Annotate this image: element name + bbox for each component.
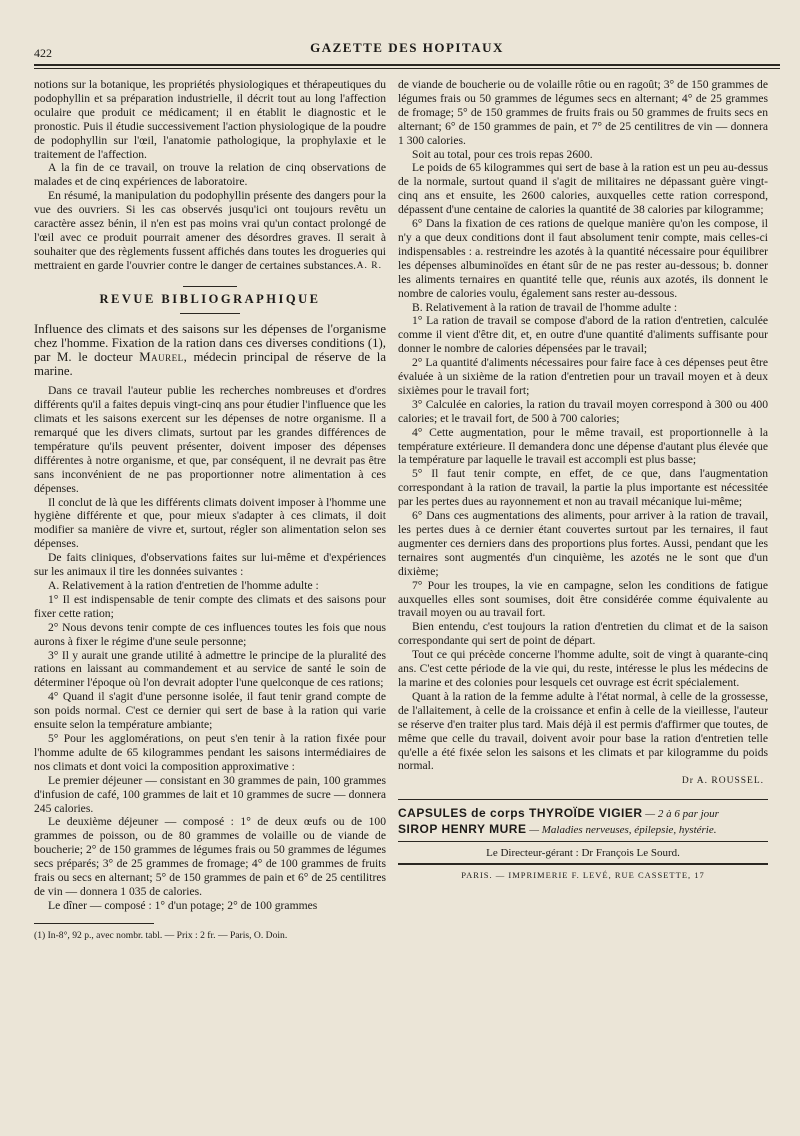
paragraph: En résumé, la manipulation du podophyllin présente des dangers pour la vue des ouvriers. Si les cas observés jusqu'ici ont toujours revêtu un caractère assez bénin, il n'en est pas moins vrai qu'un contact prolongé de l'œil avec ce produit pourrait amener des désordres graves. Il serait à souhaiter que des règlements fussent affichés dans toutes les drogueries qui mettraient en garde l'ouvrier contre le danger de certaines substances. bbox=[34, 189, 386, 272]
paragraph: 3° Calculée en calories, la ration du travail moyen correspond à 300 ou 400 calories; et le travail fort, de 500 à 700 calories; bbox=[398, 397, 768, 425]
paragraph: 1° La ration de travail se compose d'abord de la ration d'entretien, calculée comme il vient d'être dit, et, en outre d'une quantité d'aliments suffisante pour donner le nombre de calories dépensées par le travail; bbox=[398, 314, 768, 356]
paragraph: 2° Nous devons tenir compte de ces influences toutes les fois que nous aurons à fixer le régime d'une seule personne; bbox=[34, 620, 386, 648]
advertisement-block bbox=[398, 799, 768, 883]
paragraph: 4° Quand il s'agit d'une personne isolée, il faut tenir grand compte de son poids normal. C'est ce dernier qui sert de base à la ration qui varie ensuite selon la température ambiante; bbox=[34, 690, 386, 732]
left-column bbox=[34, 78, 386, 943]
advertisement bbox=[398, 806, 768, 822]
paragraph: 6° Dans ces augmentations des aliments, pour arriver à la ration de travail, les pertes dues à ce dernier étant couvertes surtout par les ternaires, il faut augmenter ces derniers dans des proportions plus fortes. Aussi, pendant que les ternaires sont augmentés d'un cinquième, les azotés ne le sont que d'un dixième; bbox=[398, 509, 768, 578]
paragraph: 1° Il est indispensable de tenir compte des climats et des saisons pour fixer cette ration; bbox=[34, 592, 386, 620]
signature: A. R. bbox=[356, 260, 382, 271]
paragraph: A la fin de ce travail, on trouve la relation de cinq observations de malades et de cinq expériences de laboratoire. bbox=[34, 161, 386, 189]
running-title: GAZETTE DES HOPITAUX bbox=[310, 40, 504, 55]
paragraph: de viande de boucherie ou de volaille rôtie ou en ragoût; 3° de 150 grammes de légumes frais ou 50 grammes de légumes secs en alternant; 4° de 25 grammes de fromage; 5° de 150 grammes de fruits frais ou 50 grammes de fruits secs en alternant; 6° de 150 grammes de pain, et 7° de 25 centilitres de vin — donnera 1 300 calories. bbox=[398, 78, 768, 147]
paragraph: Il conclut de là que les différents climats doivent imposer à l'homme une hygiène différente et que, pour mieux s'adapter à ces climats, il doit modifier sa manière de vivre et, surtout, régler son alimentation selon ses dépenses. bbox=[34, 495, 386, 551]
article-author: Maurel bbox=[139, 349, 184, 364]
paragraph: 5° Il faut tenir compte, en effet, de ce que, dans l'augmentation correspondant à la ration de travail, la partie la plus importante est nécessitée par les pertes dues au rayonnement et non au travail mécanique lui-même; bbox=[398, 467, 768, 509]
ad-product: CAPSULES de corps THYROÏDE VIGIER bbox=[398, 806, 643, 821]
signature: Dr A. ROUSSEL. bbox=[681, 776, 764, 787]
page-number: 422 bbox=[34, 46, 52, 60]
printer-line: PARIS. — IMPRIMERIE F. LEVÉ, RUE CASSETTE, 17 bbox=[461, 870, 705, 881]
footnote-divider bbox=[34, 923, 154, 924]
paragraph: 7° Pour les troupes, la vie en campagne, selon les conditions de fatigue auxquelles elles sont soumises, doit être considérée comme équivalente au travail moyen ou au travail fort. bbox=[398, 578, 768, 620]
paragraph: 5° Pour les agglomérations, on peut s'en tenir à la ration fixée pour l'homme adulte de 65 kilogrammes pendant les saisons intermédiaires de nos climats et dont voici la composition approximative : bbox=[34, 731, 386, 773]
divider bbox=[180, 313, 240, 314]
paragraph: 3° Il y aurait une grande utilité à admettre le principe de la pluralité des rations en laissant au commandement et au service de santé le soin de déterminer l'époque où l'on devrait adopter l'une quelconque de ces rations; bbox=[34, 648, 386, 690]
ad-product: SIROP HENRY MURE bbox=[398, 822, 527, 837]
paragraph: 6° Dans la fixation de ces rations de quelque manière qu'on les compose, il n'y a que deux conditions dont il faut absolument tenir compte, mais celles-ci indispensables : a. restreindre les azotés à la quantité nécessaire pour équilibrer les dépenses albuminoïdes en étant sûr de ne pas rester au-dessous; b. donner les aliments ternaires en quantité telle que, réunis aux azotés, ils donnent le nombre de calories voulu, également sans rester au-dessous. bbox=[398, 217, 768, 300]
advertisement bbox=[398, 822, 768, 838]
paragraph: 4° Cette augmentation, pour le même travail, est proportionnelle à la température extérieure. Il demandera donc une dépense d'autant plus élevée que la température par laquelle le travail est accompli est plus basse; bbox=[398, 425, 769, 467]
article-title-text: Influence des climats et des saisons sur les dépenses de l'organisme chez l'homme. Fixation de la ration dans ces diverses conditions (1), par M. le docteur bbox=[34, 321, 386, 364]
footnote: (1) In-8°, 92 p., avec nombr. tabl. — Prix : 2 fr. — Paris, O. Doin. bbox=[34, 929, 288, 941]
article-title-end: , médecin principal de réserve de la marine. bbox=[34, 349, 386, 379]
divider bbox=[398, 841, 768, 842]
page-header bbox=[34, 38, 780, 66]
paragraph: B. Relativement à la ration de travail de l'homme adulte : bbox=[412, 300, 678, 314]
paragraph: Le dîner — composé : 1° d'un potage; 2° de 100 grammes bbox=[48, 898, 318, 912]
ad-detail: — Maladies nerveuses, épilepsie, hystérie. bbox=[526, 824, 717, 837]
paragraph: Dans ce travail l'auteur publie les recherches nombreuses et d'ordres différents qu'il a faites depuis vingt-cinq ans pour étudier l'influence que les climats et les saisons exercent sur les dépenses de notre organisme. Il a remarqué que les divers climats, surtout par les grandes différences de température qu'ils peuvent présenter, doivent imposer des dépenses différentes à notre organisme, et que, par conséquent, il ne devrait pas être sans inconvénient de ne pas proportionner notre alimentation à ces dépenses. bbox=[34, 384, 386, 495]
paragraph: Le premier déjeuner — consistant en 30 grammes de pain, 100 grammes d'infusion de café, 100 grammes de lait et 10 grammes de sucre — donnera 245 calories. bbox=[34, 773, 386, 815]
paragraph: Soit au total, pour ces trois repas 2600. bbox=[412, 147, 593, 161]
divider bbox=[183, 286, 237, 287]
paragraph: 2° La quantité d'aliments nécessaires pour faire face à ces dépenses peut être évaluée à un sixième de la ration d'entretien pour un travail moyen et à deux sixièmes pour le travail fort; bbox=[398, 356, 768, 397]
article-title bbox=[34, 322, 386, 379]
director-line: Le Directeur-gérant : Dr François Le Sourd. bbox=[398, 845, 768, 865]
paragraph: Le poids de 65 kilogrammes qui sert de base à la ration est un peu au-dessus de la normale, surtout quand il s'agit de militaires ne dépassant guère vingt-cinq ans et ensuite, les 2600 calories, auxquelles cette ration correspond, dépassent d'une centaine de calories la quantité de 38 calories par kilogramme; bbox=[398, 161, 768, 217]
paragraph: A. Relativement à la ration d'entretien de l'homme adulte : bbox=[48, 579, 319, 592]
section-title: REVUE BIBLIOGRAPHIQUE bbox=[99, 291, 321, 306]
ad-detail: — 2 à 6 par jour bbox=[642, 808, 719, 821]
paragraph: Tout ce qui précède concerne l'homme adulte, soit de vingt à quarante-cinq ans. C'est cette période de la vie qui, du reste, intéresse le plus les médecins de la marine et des colonies pour lesquels cet ouvrage est écrit spécialement. bbox=[398, 648, 768, 689]
right-column bbox=[398, 78, 768, 883]
paragraph: notions sur la botanique, les propriétés physiologiques et thérapeutiques du podophyllin et sa préparation industrielle, il décrit tout au long l'affection oculaire que produit ce médicament; il en établit le diagnostic et le pronostic. Puis il étudie successivement l'action physiologique de la poudre de podophyllin sur l'œil, l'anatomie pathologique, la prophylaxie et le traitement de l'affection. bbox=[34, 78, 386, 161]
paragraph: De faits cliniques, d'observations faites sur lui-même et d'expériences sur les animaux il tire les données suivantes : bbox=[34, 551, 386, 579]
paragraph: Le deuxième déjeuner — composé : 1° de deux œufs ou de 100 grammes de poisson, ou de 80 grammes de volaille ou de viande de boucherie; 2° de 150 grammes de légumes frais ou 50 grammes de légumes secs préparés; 3° de 25 grammes de fromage; 4° de 100 grammes de fruits frais ou secs en alternant; 5° de 150 grammes de pain et 6° de 25 centilitres de vin — donnera 1 035 de calories. bbox=[34, 815, 386, 898]
paragraph: Bien entendu, c'est toujours la ration d'entretien du climat et de la saison correspondante qui sert de point de départ. bbox=[398, 620, 768, 648]
paragraph: Quant à la ration de la femme adulte à l'état normal, à celle de la grossesse, de l'allaitement, à celle de la croissance et enfin à celle de la vieillesse, l'auteur se réserve d'en traiter plus tard. Mais déjà il est permis d'affirmer que toutes, de même que celle du travail, doivent avoir pour base la ration d'entretien telle qu'elle a été fixée selon les saisons et les climats et par kilogramme du poids normal. bbox=[398, 689, 768, 773]
